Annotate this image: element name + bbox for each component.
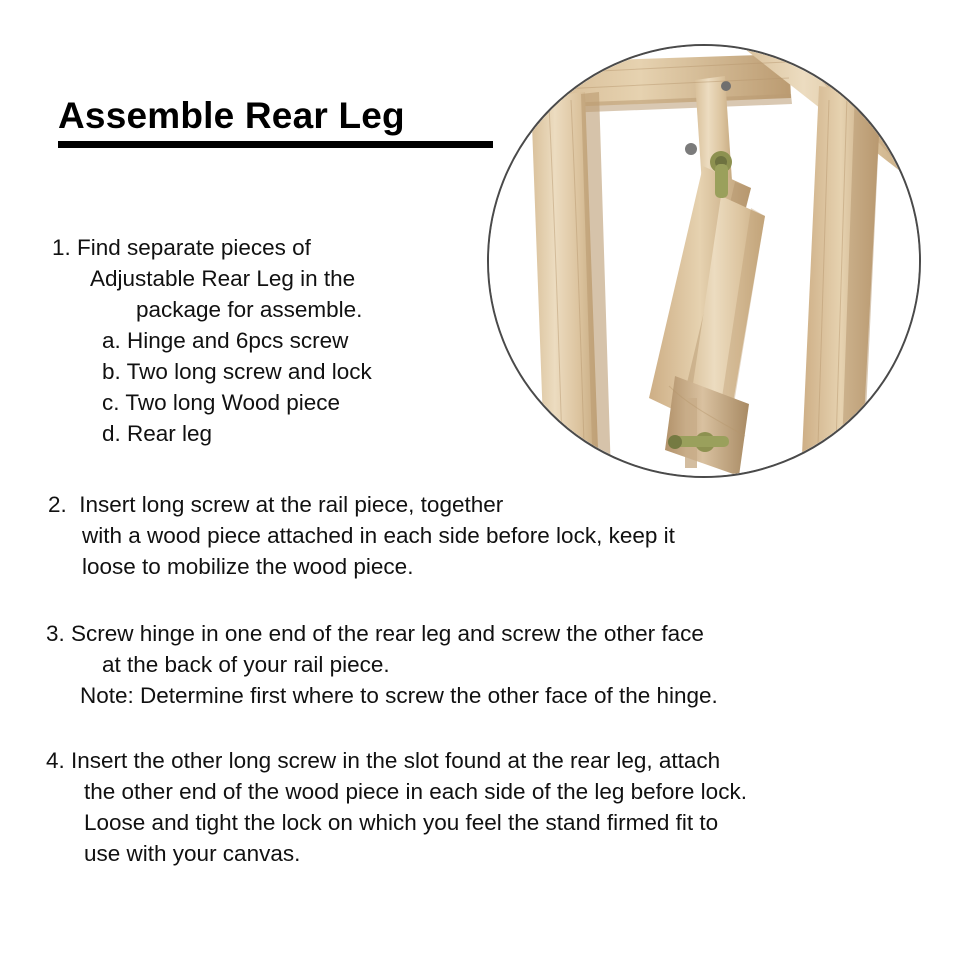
step-3-line-2: at the back of your rail piece. <box>102 652 390 677</box>
step-1-line-6: c. Two long Wood piece <box>102 390 341 415</box>
step-1-line-4: a. Hinge and 6pcs screw <box>102 328 349 353</box>
step-1 <box>52 232 372 449</box>
step-4-line-2: the other end of the wood piece in each side of the leg before lock. <box>84 779 747 804</box>
title-underline <box>58 141 493 148</box>
step-4-line-1: 4. Insert the other long screw in the slot found at the rear leg, attach <box>46 748 721 773</box>
step-2 <box>48 489 675 582</box>
page-title-group <box>58 96 493 148</box>
assembly-photo <box>487 44 921 478</box>
step-1-line-5: b. Two long screw and lock <box>102 359 372 384</box>
step-4-line-3: Loose and tight the lock on which you feel the stand firmed fit to <box>84 810 719 835</box>
step-2-line-1: 2. Insert long screw at the rail piece, together <box>48 492 504 517</box>
page-title: Assemble Rear Leg <box>58 95 405 136</box>
step-3-line-1: 3. Screw hinge in one end of the rear leg and screw the other face <box>46 621 704 646</box>
step-3-note: Note: Determine first where to screw the other face of the hinge. <box>80 683 718 708</box>
step-2-line-3: loose to mobilize the wood piece. <box>82 554 414 579</box>
step-2-line-2: with a wood piece attached in each side before lock, keep it <box>82 523 675 548</box>
step-1-line-3: package for assemble. <box>136 297 363 322</box>
step-1-line-2: Adjustable Rear Leg in the <box>90 266 356 291</box>
step-4 <box>46 745 747 869</box>
assembly-photo-illustration <box>489 46 919 476</box>
step-4-line-4: use with your canvas. <box>84 841 301 866</box>
step-3 <box>46 618 718 711</box>
step-1-line-7: d. Rear leg <box>102 421 213 446</box>
step-1-line-1: 1. Find separate pieces of <box>52 235 311 260</box>
